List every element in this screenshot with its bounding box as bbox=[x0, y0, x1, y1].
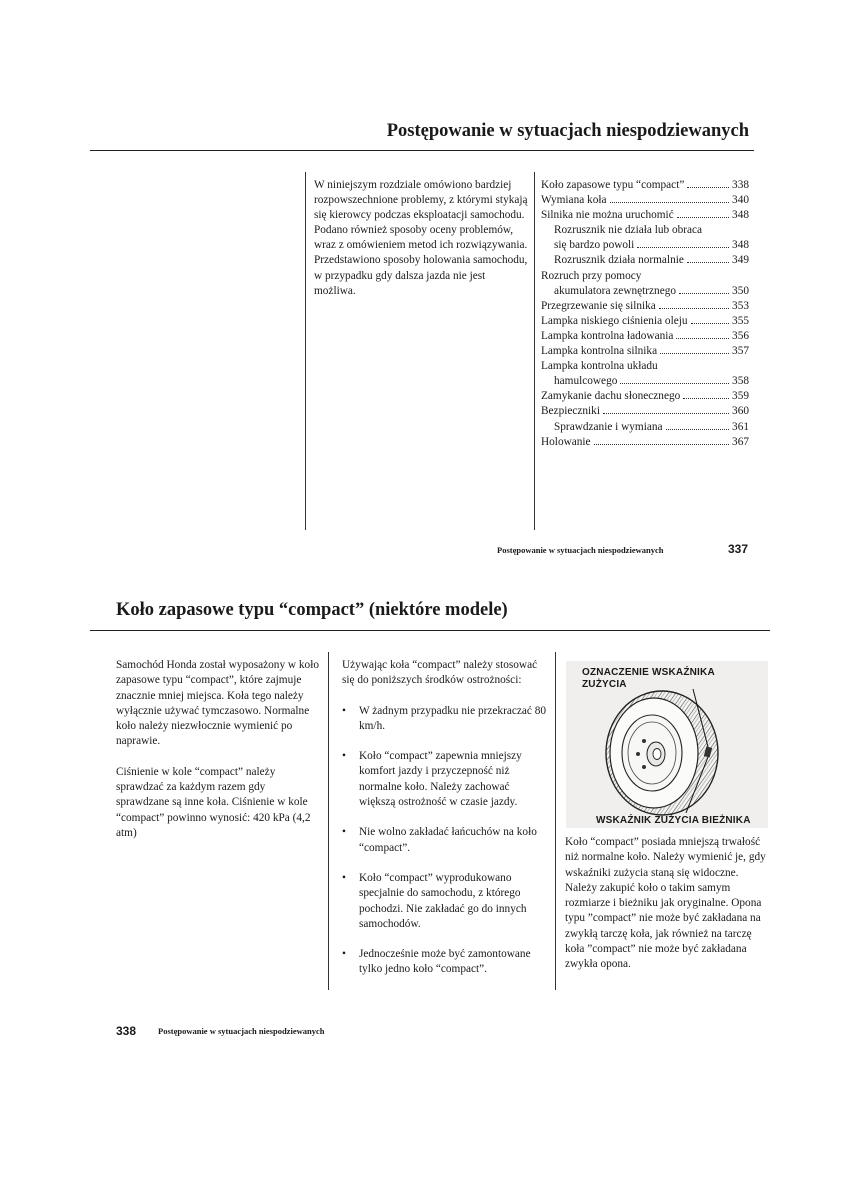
toc-entry-page: 357 bbox=[732, 345, 749, 358]
toc-entry bbox=[541, 299, 749, 314]
table-of-contents bbox=[541, 178, 749, 450]
toc-entry-page: 349 bbox=[732, 254, 749, 267]
toc-entry-label: Silnika nie można uruchomić bbox=[541, 209, 674, 222]
toc-leader-dots bbox=[687, 262, 729, 263]
toc-entry-label: Koło zapasowe typu “compact” bbox=[541, 179, 685, 191]
page-title: Postępowanie w sytuacjach niespodziewanych bbox=[386, 121, 749, 141]
toc-leader-dots bbox=[659, 308, 729, 309]
toc-entry-label: hamulcowego bbox=[554, 375, 618, 388]
toc-entry-label: się bardzo powoli bbox=[554, 239, 635, 252]
toc-entry-page: 348 bbox=[732, 239, 749, 252]
text-column-2 bbox=[342, 658, 547, 993]
paragraph: Ciśnienie w kole “compact” należy sprawdzać za każdym razem gdy sprawdzane są inne koła. Ciśnienie w kole “compact” powinno wynosić: 420 kPa (4,2 atm) bbox=[116, 765, 311, 839]
running-footer: Postępowanie w sytuacjach niespodziewanych bbox=[158, 1026, 325, 1036]
toc-entry bbox=[541, 284, 749, 299]
column-divider bbox=[305, 172, 306, 530]
precautions-list bbox=[342, 704, 547, 978]
toc-entry-label: Lampka kontrolna ładowania bbox=[541, 329, 674, 342]
toc-entry-label: Lampka niskiego ciśnienia oleju bbox=[541, 314, 688, 327]
toc-entry-label: Wymiana koła bbox=[541, 194, 607, 207]
toc-entry-page: 355 bbox=[732, 314, 749, 327]
toc-leader-dots bbox=[637, 247, 729, 248]
toc-entry-page: 350 bbox=[732, 284, 749, 297]
toc-entry-label: Przegrzewanie się silnika bbox=[541, 299, 656, 312]
toc-entry bbox=[541, 329, 749, 344]
title-rule bbox=[90, 150, 754, 151]
toc-leader-dots bbox=[676, 338, 729, 339]
figure-label: OZNACZENIE WSKAŹNIKA ZUŻYCIA bbox=[582, 667, 715, 690]
toc-leader-dots bbox=[620, 383, 729, 384]
paragraph: Używając koła “compact” należy stosować się do poniższych środków ostrożności: bbox=[342, 659, 538, 687]
toc-entry bbox=[541, 253, 749, 268]
toc-entry-page: 353 bbox=[732, 299, 749, 312]
running-footer: Postępowanie w sytuacjach niespodziewanych bbox=[497, 545, 664, 555]
toc-entry bbox=[541, 269, 749, 284]
toc-entry-page: 356 bbox=[732, 329, 749, 342]
title-rule bbox=[90, 630, 770, 631]
toc-entry bbox=[541, 404, 749, 419]
toc-entry-page: 338 bbox=[732, 179, 749, 191]
toc-entry-label: Bezpieczniki bbox=[541, 405, 600, 418]
page-number: 337 bbox=[728, 542, 749, 556]
list-item: • Koło “compact” zapewnia mniejszy komfort jazdy i przyczepność niż normalne koło. Należy zachować większą ostrożność w czasie jazdy. bbox=[342, 749, 547, 810]
toc-entry-label: Sprawdzanie i wymiana bbox=[554, 420, 663, 433]
paragraph: Samochód Honda został wyposażony w koło zapasowe typu “compact”, które zajmuje znacznie mniej miejsca. Koła tego należy wyłącznie używać tymczasowo. Normalne koło należy niezwłocznie wymienić po naprawie. bbox=[116, 659, 319, 748]
page-number: 338 bbox=[116, 1024, 137, 1038]
toc-entry-label: Rozrusznik nie działa lub obraca bbox=[554, 224, 703, 237]
toc-leader-dots bbox=[679, 293, 729, 294]
toc-leader-dots bbox=[603, 413, 729, 414]
toc-entry bbox=[541, 178, 749, 193]
text-column-3 bbox=[565, 835, 770, 988]
toc-leader-dots bbox=[594, 444, 729, 445]
toc-entry bbox=[541, 223, 749, 238]
toc-entry bbox=[541, 374, 749, 389]
toc-leader-dots bbox=[683, 398, 729, 399]
toc-entry-page: 359 bbox=[732, 390, 749, 403]
toc-entry bbox=[541, 238, 749, 253]
toc-entry-page: 340 bbox=[732, 194, 749, 207]
column-divider bbox=[328, 652, 329, 990]
toc-leader-dots bbox=[677, 217, 729, 218]
toc-entry bbox=[541, 359, 749, 374]
toc-leader-dots bbox=[687, 187, 729, 188]
toc-entry-label: Lampka kontrolna silnika bbox=[541, 345, 658, 358]
column-divider bbox=[555, 652, 556, 990]
paragraph: Koło “compact” posiada mniejszą trwałość niż normalne koło. Należy wymienić je, gdy wskaźniki zużycia staną się widoczne. Należy zakupić koło o takim samym rozmiarze i bieżniku jak oryginalne. Opona typu ”compact” nie może być zakładana na zwykłą tarczę koła, jak również na tarczę koła ”compact” nie może być zakładana zwykła opona. bbox=[565, 836, 766, 971]
toc-entry bbox=[541, 208, 749, 223]
toc-entry-label: Holowanie bbox=[541, 435, 591, 448]
toc-entry-page: 348 bbox=[732, 209, 749, 222]
toc-entry-page: 360 bbox=[732, 405, 749, 418]
tire-illustration bbox=[566, 661, 768, 828]
list-item: • Nie wolno zakładać łańcuchów na koło “compact”. bbox=[342, 825, 547, 856]
section-title: Koło zapasowe typu “compact” (niektóre modele) bbox=[116, 600, 508, 620]
toc-entry bbox=[541, 389, 749, 404]
toc-entry-label: Lampka kontrolna układu bbox=[541, 360, 658, 373]
toc-entry-label: Rozrusznik działa normalnie bbox=[554, 254, 684, 267]
chapter-intro: W niniejszym rozdziale omówiono bardziej rozpowszechnione problemy, z którymi stykają się kierowcy podczas eksploatacji samochodu. Podano również sposoby oceny problemów, wraz z omówieniem metod ich rozwiązywania. Przedstawiono sposoby holowania samochodu, w przypadku gdy dalsza jazda nie jest możliwa. bbox=[314, 179, 528, 297]
toc-entry bbox=[541, 193, 749, 208]
toc-leader-dots bbox=[666, 429, 730, 430]
toc-entry bbox=[541, 314, 749, 329]
toc-leader-dots bbox=[691, 323, 730, 324]
toc-entry bbox=[541, 420, 749, 435]
text-column-1 bbox=[116, 658, 321, 856]
toc-leader-dots bbox=[660, 353, 729, 354]
toc-entry-page: 361 bbox=[732, 420, 749, 433]
toc-entry-page: 367 bbox=[732, 435, 749, 448]
toc-entry-label: Zamykanie dachu słonecznego bbox=[541, 390, 681, 403]
column-divider bbox=[534, 172, 535, 530]
toc-entry bbox=[541, 435, 749, 450]
toc-leader-dots bbox=[610, 202, 730, 203]
toc-entry-label: akumulatora zewnętrznego bbox=[554, 284, 677, 297]
list-item: • W żadnym przypadku nie przekraczać 80 km/h. bbox=[342, 704, 547, 735]
toc-entry bbox=[541, 344, 749, 359]
list-item: • Jednocześnie może być zamontowane tylko jedno koło “compact”. bbox=[342, 947, 547, 978]
toc-entry-page: 358 bbox=[732, 375, 749, 388]
list-item: • Koło “compact” wyprodukowano specjalnie do samochodu, z którego pochodzi. Nie zakładać go do innych samochodów. bbox=[342, 871, 547, 932]
toc-entry-label: Rozruch przy pomocy bbox=[541, 269, 642, 282]
figure-label: WSKAŹNIK ZUŻYCIA BIEŻNIKA bbox=[596, 815, 751, 826]
